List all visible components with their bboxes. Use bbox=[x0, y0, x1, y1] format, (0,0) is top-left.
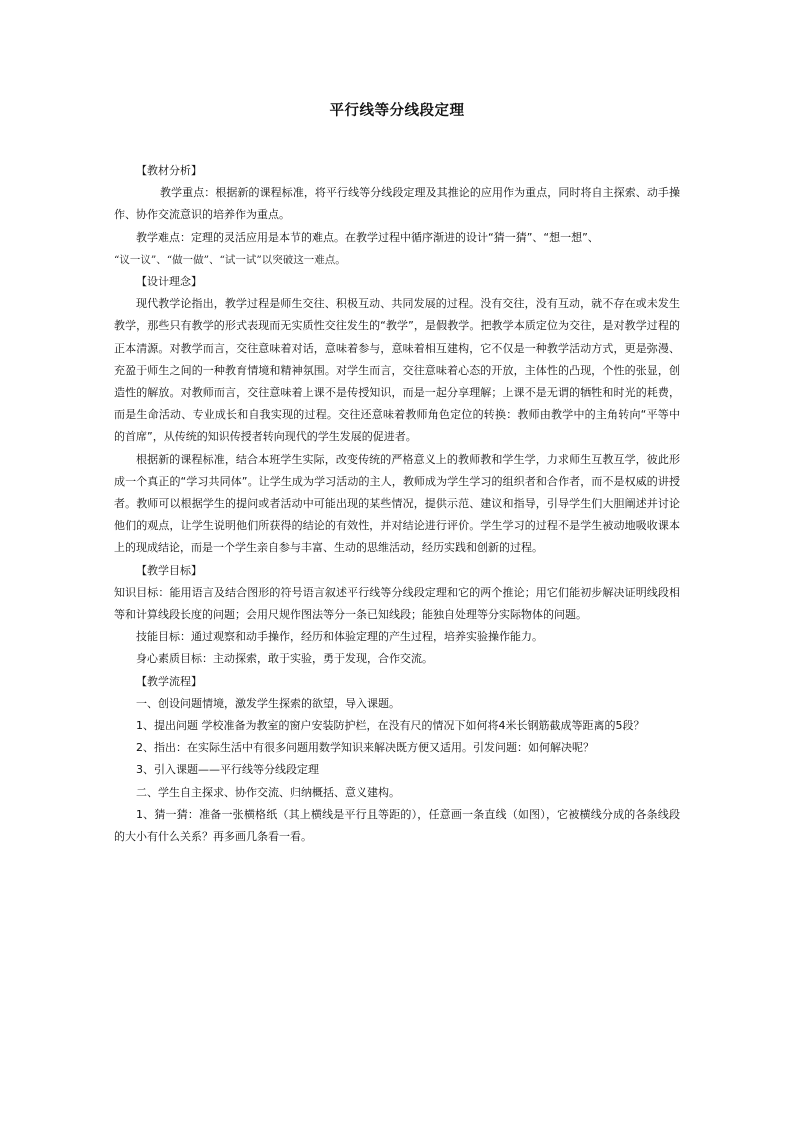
paragraph-step-one: 一、创设问题情境，激发学生探索的欲望，导入课题。 bbox=[136, 696, 400, 710]
paragraph-skill-goal: 技能目标：通过观察和动手操作，经历和体验定理的产生过程，培养实验操作能力。 bbox=[136, 630, 543, 644]
document-title: 平行线等分线段定理 bbox=[329, 102, 465, 119]
paragraph-difficulty-activities: “议一议”、“做一做”、“试一试”以突破这一难点。 bbox=[114, 253, 346, 266]
paragraph-step-one-item-3: 3、引入课题——平行线等分线段定理 bbox=[136, 763, 319, 777]
paragraph-step-one-item-1: 1、提出问题 学校准备为教室的窗户安装防护栏，在没有尺的情况下如何将4米长钢筋截成等距离的5段？ bbox=[136, 719, 645, 733]
section-heading-textbook-analysis: 【教材分析】 bbox=[136, 164, 202, 177]
paragraph-step-two-item-1: 1、猜一猜：准备一张横格纸（其上横线是平行且等距的），任意画一条直线（如图），它被横线分成的各条线段的大小有什么关系？再多画几条看一看。 bbox=[114, 807, 680, 844]
paragraph-teaching-focus: 教学重点：根据新的课程标准，将平行线等分线段定理及其推论的应用作为重点，同时将自主探索、动手操作、协作交流意识的培养作为重点。 bbox=[114, 186, 680, 222]
paragraph-step-one-item-2: 2、指出：在实际生活中有很多问题用数学知识来解决既方便又适用。引发问题：如何解决呢？ bbox=[136, 741, 594, 755]
paragraph-step-two: 二、学生自主探求、协作交流、归纳概括、意义建构。 bbox=[136, 785, 400, 799]
section-heading-design-concept: 【设计理念】 bbox=[136, 275, 202, 289]
paragraph-quality-goal: 身心素质目标：主动探索，敢于实验，勇于发现，合作交流。 bbox=[136, 652, 433, 666]
section-heading-teaching-goals: 【教学目标】 bbox=[136, 563, 202, 577]
paragraph-knowledge-goal: 知识目标：能用语言及结合图形的符号语言叙述平行线等分线段定理和它的两个推论；用它们能初步解决证明线段相等和计算线段长度的问题；会用尺规作图法等分一条已知线段；能独自处理等分实际物体的问题。 bbox=[114, 585, 680, 622]
paragraph-curriculum-standard: 根据新的课程标准，结合本班学生实际，改变传统的严格意义上的教师教和学生学，力求师生互教互学，彼此形成一个真正的“学习共同体”。让学生成为学习活动的主人，教师成为学生学习的组织者和合作者，而不是权威的讲授者。教师可以根据学生的提问或者活动中可能出现的某些情况，提供示范、建议和指导，引导学生们大胆阐述并讨论他们的观点，让学生说明他们所获得的结论的有效性，并对结论进行评价。学生学习的过程不是学生被动地吸收课本上的现成结论，而是一个学生亲自参与丰富、生动的思维活动，经历实践和创新的过程。 bbox=[114, 452, 680, 555]
paragraph-modern-teaching-theory: 现代教学论指出，教学过程是师生交往、积极互动、共同发展的过程。没有交往，没有互动，就不存在或未发生教学，那些只有教学的形式表现而无实质性交往发生的“教学”，是假教学。把教学本质定位为交往，是对教学过程的正本清源。对教学而言，交往意味着对话，意味着参与，意味着相互建构，它不仅是一种教学活动方式，更是弥漫、充盈于师生之间的一种教育情境和精神氛围。对学生而言，交往意味着心态的开放，主体性的凸现，个性的张显，创造性的解放。对教师而言，交往意味着上课不是传授知识，而是一起分享理解；上课不是无谓的牺牲和时光的耗费，而是生命活动、专业成长和自我实现的过程。交往还意味着教师角色定位的转换：教师由教学中的主角转向“平等中的首席”，从传统的知识传授者转向现代的学生发展的促进者。 bbox=[114, 297, 680, 444]
paragraph-teaching-difficulty: 教学难点：定理的灵活应用是本节的难点。在教学过程中循序渐进的设计“猜一猜”、“想一想”、 bbox=[136, 230, 599, 244]
section-heading-teaching-process: 【教学流程】 bbox=[136, 674, 202, 688]
document-body bbox=[114, 160, 680, 848]
